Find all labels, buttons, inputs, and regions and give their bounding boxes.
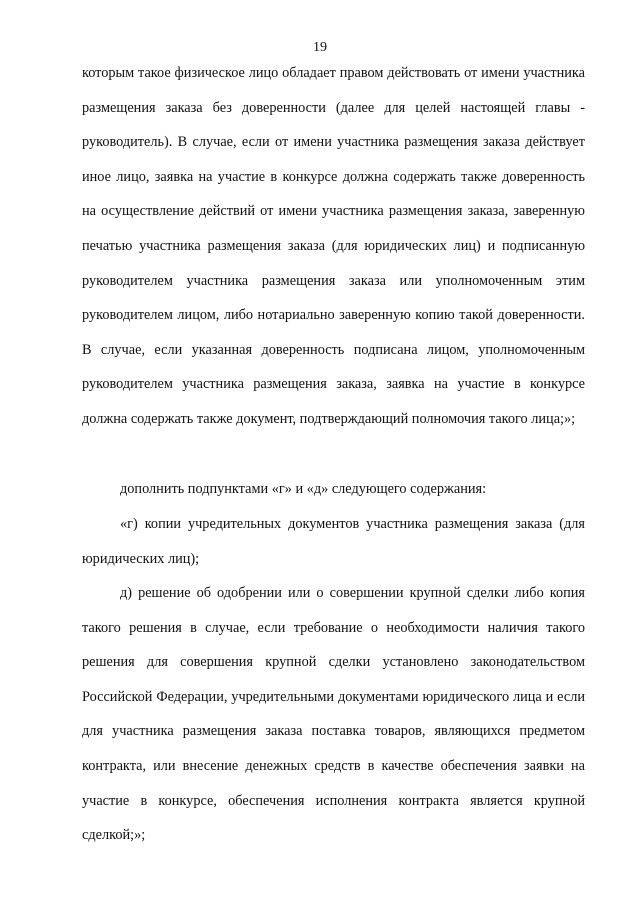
- page-number: 19: [313, 40, 327, 55]
- paragraph-text: которым такое физическое лицо обладает правом действовать от имени участника размещения заказа без доверенности (далее для целей настоящей главы - руководитель). В случае, если от имени участника размещения заказа действует иное лицо, заявка на участие в конкурсе должна содержать также доверенность на осуществление действий от имени участника размещения заказа, заверенную печатью участника размещения заказа (для юридических лиц) и подписанную руководителем участника размещения заказа или уполномоченным этим руководителем лицом, либо нотариально заверенную копию такой доверенности. В случае, если указанная доверенность подписана лицом, уполномоченным руководителем участника размещения заказа, заявка на участие в конкурсе должна содержать также документ, подтверждающий полномочия такого лица;»;: [82, 65, 585, 427]
- paragraph-subclause-g: [82, 507, 585, 576]
- paragraph-amendment-intro: [82, 472, 585, 507]
- paragraph-text: «г) копии учредительных документов участника размещения заказа (для юридических лиц);: [82, 516, 585, 567]
- paragraph-subclause-d: [82, 576, 585, 853]
- paragraph-text: д) решение об одобрении или о совершении крупной сделки либо копия такого решения в случае, если требование о необходимости наличия такого решения для совершения крупной сделки установлено законодательством Российской Федерации, учредительными документами юридического лица и если для участника размещения заказа поставка товаров, являющихся предметом контракта, или внесение денежных средств в качестве обеспечения заявки на участие в конкурсе, обеспечения исполнения контракта является крупной сделкой;»;: [82, 585, 585, 844]
- paragraph-text: дополнить подпунктами «г» и «д» следующего содержания:: [120, 481, 487, 497]
- paragraph-continuation: [82, 56, 585, 437]
